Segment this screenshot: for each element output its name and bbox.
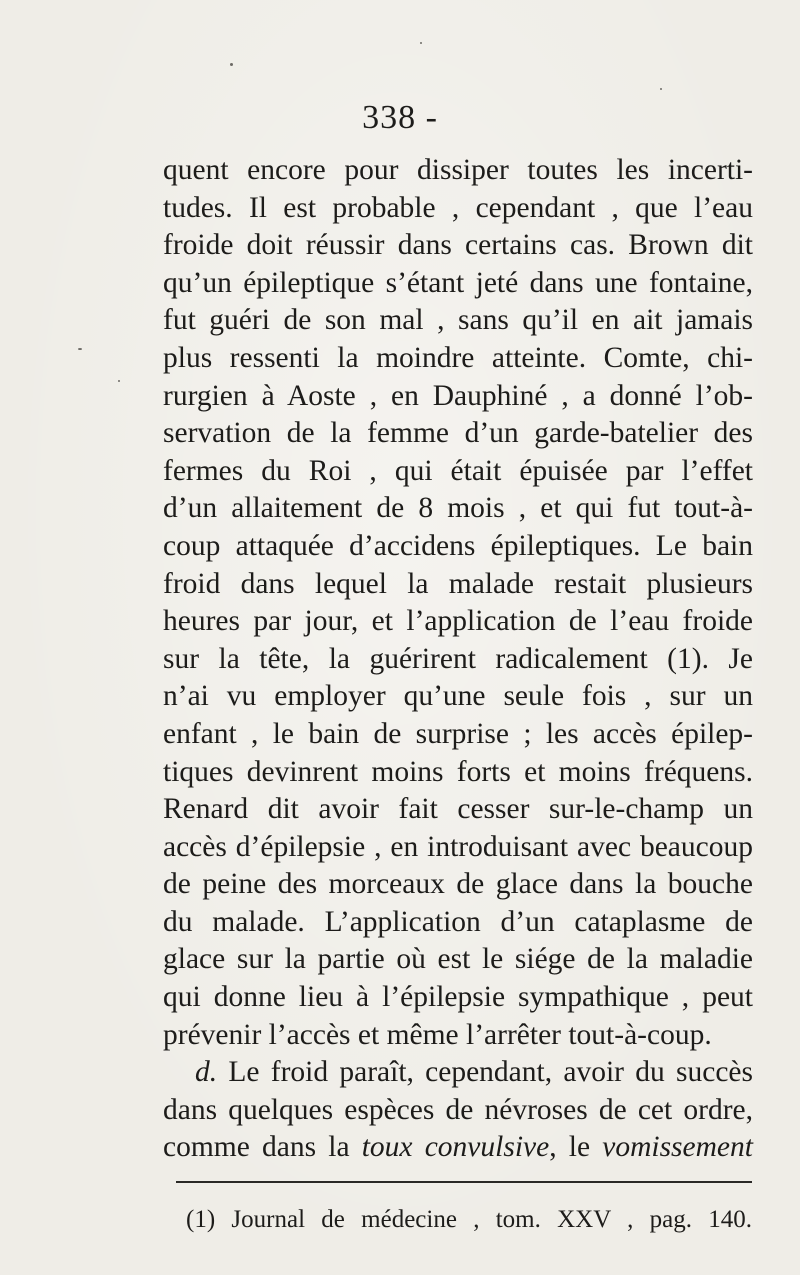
italic-term: vomissement [602, 1131, 753, 1164]
text-line: sur la tête, la guérirent radicalement (1). Je [163, 642, 753, 675]
text-line: froide doit réussir dans certains cas. Brown dit [163, 229, 753, 262]
text-line: coup attaquée d’accidens épileptiques. Le bain [163, 529, 753, 562]
footnote-rule [176, 1181, 752, 1183]
body-text [163, 152, 753, 1167]
paragraph-line [163, 1054, 753, 1092]
text-line: enfant , le bain de surprise ; les accès épilep- [163, 717, 753, 750]
text-line: fermes du Roi , qui était épuisée par l’effet [163, 454, 753, 487]
text-line: glace sur la partie où est le siége de la maladie [163, 943, 753, 976]
text-line: Renard dit avoir fait cesser sur-le-champ un [163, 793, 753, 826]
text-line: quent encore pour dissiper toutes les incerti- [163, 154, 753, 186]
footnote: (1) Journal de médecine , tom. XXV , pag. 140. [186, 1206, 752, 1233]
text-line: accès d’épilepsie , en introduisant avec beaucoup [163, 830, 753, 863]
text-line: servation de la femme d’un garde-batelier des [163, 417, 753, 450]
paper-speck [660, 88, 662, 90]
text-line: n’ai vu employer qu’une seule fois , sur un [163, 680, 753, 713]
text-line: fut guéri de son mal , sans qu’il en ait jamais [163, 304, 753, 337]
text-line: tiques devinrent moins forts et moins fréquens. [163, 755, 753, 788]
text-line: qui donne lieu à l’épilepsie sympathique , peut [163, 981, 753, 1014]
text-line: froid dans lequel la malade restait plusieurs [163, 567, 753, 600]
paper-speck [78, 348, 82, 350]
text-line: du malade. L’application d’un cataplasme de [163, 905, 753, 938]
text-line: plus ressenti la moindre atteinte. Comte, chi- [163, 341, 753, 374]
text-line: de peine des morceaux de glace dans la bouche [163, 868, 753, 901]
text-span: , le [549, 1131, 603, 1164]
paragraph-line [163, 1129, 753, 1167]
text-line: heures par jour, et l’application de l’eau froide [163, 605, 753, 638]
page-number: 338 - [362, 99, 438, 136]
paragraph-marker: d. [195, 1056, 218, 1089]
text-span: Le froid paraît, cependant, avoir du succès [217, 1056, 753, 1089]
text-line: dans quelques espèces de névroses de cet ordre, [163, 1093, 753, 1126]
text-line: qu’un épileptique s’étant jeté dans une fontaine, [163, 266, 753, 299]
text-line: d’un allaitement de 8 mois , et qui fut tout-à- [163, 492, 753, 525]
paper-speck [420, 42, 422, 44]
italic-term: toux convulsive [361, 1131, 550, 1164]
paper-speck [230, 63, 233, 66]
text-line: rurgien à Aoste , en Dauphiné , a donné l’ob- [163, 379, 753, 412]
paper-speck [118, 380, 120, 382]
text-line: prévenir l’accès et même l’arrêter tout-à-coup. [163, 1018, 712, 1051]
text-line: tudes. Il est probable , cependant , que l’eau [163, 191, 753, 224]
text-span: comme dans la [163, 1131, 362, 1164]
